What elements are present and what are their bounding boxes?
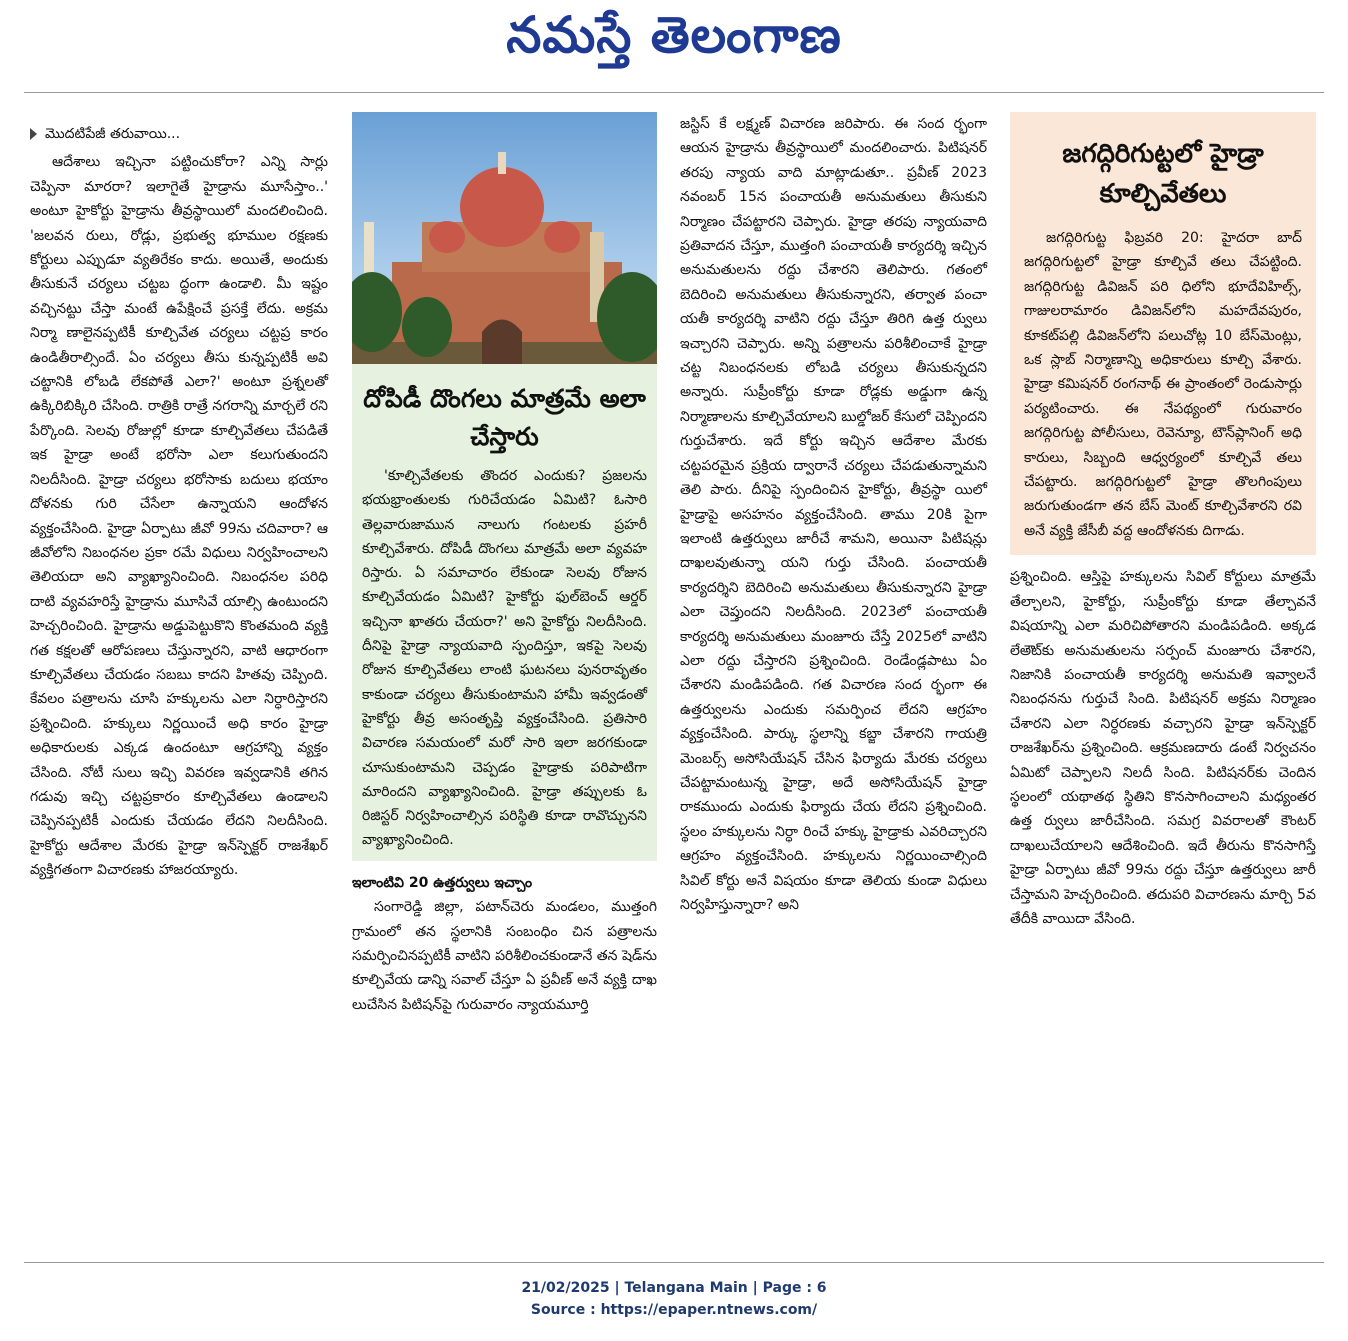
sidebar-box-green [352,364,657,861]
masthead [0,0,1348,80]
section-subhead: ఇలాంటివి 20 ఉత్తర్వులు ఇచ్చాం [352,874,533,891]
footer-source: Source : https://epaper.ntnews.com/ [530,1302,818,1318]
box-headline: జగద్గిరిగుట్టలో హైడ్రా కూల్చివేతలు [1062,139,1264,209]
top-divider [24,92,1324,93]
sidebar-box-pink [1010,112,1316,555]
newspaper-title: నమస్తే తెలంగాణ [506,6,842,64]
box-headline: దోపిడీ దొంగలు మాత్రమే అలా చేస్తారు [363,384,646,451]
article-paragraph: ఆదేశాలు ఇచ్చినా పట్టించుకోరా? ఎన్ని సార్లు చెప్పినా మారరా? ఇలాగైతే హైడ్రాను మూసేస్తాం..' అంటూ హైకోర్టు హైడ్రాను తీవ్రస్థాయిలో మందలించింది. 'జలవన రులు, రోడ్లు, ప్రభుత్వ భూముల రక్షణకు కోర్టులు ఎప్పుడూ వ్యతిరేకం కాదు. అయితే, అందుకు తీసుకునే చర్యలు చట్టబ ద్ధంగా ఉండాలి. మీ ఇష్టం వచ్చినట్టు చేస్తా మంటే ఉపేక్షించే ప్రసక్తే లేదు. అక్రమ నిర్మా ణాలైనప్పటికీ కూల్చివేత చర్యలు చట్టప్ర కారం ఉండితీరాల్సిందే. ఏం చర్యలు తీసు కున్నప్పటికీ అవి చట్టానికి లోబడి లేకపోతే ఎలా?' అంటూ ప్రశ్నలతో ఉక్కిరిబిక్కిరి చేసింది. రాత్రికి రాత్రే నగరాన్ని మార్చలే రని పేర్కొంది. సెలవు రోజుల్లో కూడా కూల్చివేతలు చేపడితే ఇక హైడ్రా అంటే భరోసా ఎలా కలుగుతుందని నిలదీసింది. హైడ్రా చర్యలు భరోసాకు బదులు భయాం దోళనకు గురి చేసేలా ఉన్నాయని ఆందోళన వ్యక్తంచేసింది. హైడ్రా ఏర్పాటు జీవో 99ను చదివారా? ఆ జీవోలోని నిబంధనల ప్రకా రమే విధులు నిర్వహించాలని తెలియదా అని వ్యాఖ్యానించింది. నిబంధనల పరిధి దాటి వ్యవహరిస్తే హైడ్రాను మూసివే యాల్సి ఉంటుందని హెచ్చరించింది. హైడ్రాను అడ్డుపెట్టుకొని కొంతమంది వ్యక్తి గత కక్షలతో ఆరోపణలు చేస్తున్నారని, వాటి ఆధారంగా కూల్చివేతలు చేయడం సబబు కాదని హితవు చెప్పింది. కేవలం పత్రాలను చూసి హక్కులను ఎలా నిర్ధారిస్తారని ప్రశ్నించింది. హక్కులు నిర్ణయించే అధి కారం హైడ్రా అధికారులకు ఎక్కడ ఉందంటూ ఆగ్రహాన్ని వ్యక్తం చేసింది. నోటీ సులు ఇచ్చి వివరణ ఇవ్వడానికి తగిన గడువు ఇచ్చి చట్టప్రకారం కూల్చివేతలు ఉండాలని చెప్పినప్పటికీ ఎందుకు చేయడం లేదని నిలదీసింది. హైకోర్టు ఆదేశాల మేరకు హైడ్రా ఇన్‌స్పెక్టర్ రాజశేఖర్ వ్యక్తిగతంగా విచారణకు హాజరయ్యారు. [30,154,328,879]
box-paragraph: జగద్గిరిగుట్ట ఫిబ్రవరి 20: హైదరా బాద్ జగద్గిరిగుట్టలో హైడ్రా కూల్చివే తలు చేపట్టింది. జగద్గిరిగుట్ట డివిజన్ పరి ధిలోని భూదేవిహిల్స్, గాజులరామారం డివిజన్‌లోని మహదేవపురం, కూకట్‌పల్లి డివిజన్‌లోని పలుచోట్ల 10 బేస్‌మెంట్లు, ఒక స్లాబ్ నిర్మాణాన్ని అధికారులు కూల్చి వేశారు. హైడ్రా కమిషనర్ రంగనాథ్ ఈ ప్రాంతంలో రెండుసార్లు పర్యటించారు. ఈ నేపథ్యంలో గురువారం జగద్గిరిగుట్ట పోలీసులు, రెవెన్యూ, టౌన్‌ప్లానింగ్ అధి కారులు, సిబ్బంది ఆధ్వర్యంలో కూల్చివే తలు చేపట్టారు. జగద్గిరిగుట్టలో హైడ్రా తొలగింపులు జరుగుతుండగా తన బేస్ మెంట్ కూల్చివేశారని రవి అనే వ్యక్తి జేసీబీ వద్ద ఆందోళనకు దిగాడు. [1024,230,1302,539]
high-court-photo [352,112,657,364]
article-paragraph: ప్రశ్నించింది. ఆస్తిపై హక్కులను సివిల్ కోర్టులు మాత్రమే తేల్చాలని, హైకోర్టు, సుప్రీంకోర్టు కూడా తేల్చావనే విషయాన్ని ఎలా మరిచిపోతారని మండిపడింది. అక్కడ లేఅౌట్‌కు అనుమతులను సర్పంచ్ మంజూరు చేశారని, నిజానికి పంచాయతీ కార్యదర్శి అనుమతి ఇవ్వాలనే నిబంధనను గుర్తుచే సింది. పిటిషనర్ అక్రమ నిర్మాణం చేశారని ఎలా నిర్ధరణకు వచ్చారని హైడ్రా ఇన్‌స్పెక్టర్ రాజశేఖర్‌ను ప్రశ్నించింది. ఆక్రమణదారు డంటే నిర్వచనం ఏమిటో చెప్పాలని నిలదీ సింది. పిటిషనర్‌కు చెందిన స్థలంలో యథాతథ స్థితిని కొనసాగించాలని మధ్యంతర ఉత్త ర్వులు జారీచేసింది. సమగ్ర వివరాలతో కౌంటర్ దాఖలుచేయాలని ఆదేశించింది. ఇదే తీరును కొనసాగిస్తే హైడ్రా ఏర్పాటు జీవో 99ను రద్దు చేస్తూ ఉత్తర్వులు జారీ చేస్తామని హెచ్చరించింది. తదుపరి విచారణను మార్చి 5వ తేదీకి వాయిదా వేసింది. [1010,569,1316,927]
continued-label [30,122,328,146]
column-2 [352,112,657,1017]
article-paragraph: సంగారెడ్డి జిల్లా, పటాన్‌చెరు మండలం, ముత్తంగి గ్రామంలో తన స్థలానికి సంబంధిం చిన పత్రాలను సమర్పించినప్పటికీ వాటిని పరిశీలించకుండానే తన షెడ్‌ను కూల్చివేయ డాన్ని సవాల్ చేస్తూ ఏ ప్రవీణ్ అనే వ్యక్తి దాఖ లుచేసిన పిటిషన్‌పై గురువారం న్యాయమూర్తి [352,899,657,1013]
footer-divider [24,1262,1324,1263]
box-paragraph: 'కూల్చివేతలకు తొందర ఎందుకు? ప్రజలను భయభ్రాంతులకు గురిచేయడం ఏమిటి? ఓసారి తెల్లవారుజామున నాలుగు గంటలకు ప్రహరీ కూల్చివేశారు. దోపిడీ దొంగలు మాత్రమే అలా వ్యవహ రిస్తారు. ఏ సమాచారం లేకుండా సెలవు రోజున కూల్చివేయడం ఏమిటి? హైకోర్టు ఫుల్‌బెంచ్ ఆర్డర్ ఇచ్చినా ఖాతరు చేయరా?' అని హైకోర్టు నిలదీసింది. దీనిపై హైడ్రా న్యాయవాది స్పందిస్తూ, ఇకపై సెలవు రోజున కూల్చివేతలు లాంటి ఘటనలు పునరావృతం కాకుండా చర్యలు తీసుకుంటామని హామీ ఇవ్వడంతో హైకోర్టు తీవ్ర అసంతృప్తి వ్యక్తంచేసింది. ప్రతిసారి విచారణ సమయంలో మరో సారి ఇలా జరగకుండా చూసుకుంటామని చెప్పడం హైడ్రాకు పరిపాటిగా మారిందని వ్యాఖ్యానించింది. హైడ్రా తప్పులకు ఓ రిజిస్టర్ నిర్వహించాల్సిన పరిస్థితి కూడా రావొచ్చునని వ్యాఖ్యానించింది. [362,468,647,849]
footer-date-page: 21/02/2025 | Telangana Main | Page : 6 [521,1280,827,1296]
column-3 [680,112,987,917]
high-court-building-illustration [352,112,657,364]
article-paragraph: జస్టిస్ కే లక్ష్మణ్ విచారణ జరిపారు. ఈ సంద ర్భంగా ఆయన హైడ్రాను తీవ్రస్థాయిలో మందలించారు. పిటిషనర్ తరపు న్యాయ వాది మాట్లాడుతూ.. ప్రవీణ్ 2023 నవంబర్ 15న పంచాయతీ అనుమతులు తీసుకుని నిర్మాణం చేపట్టారని చెప్పారు. హైడ్రా తరపు న్యాయవాది ప్రతివాదన చేస్తూ, ముత్తంగి పంచాయతీ కార్యదర్శి ఇచ్చిన అనుమతులను రద్దు చేశారని తెలిపారు. గతంలో బెదిరించి అనుమతులు తీసుకున్నారని, తర్వాత పంచా యతీ కార్యదర్శి వాటిని రద్దు చేస్తూ తిరిగి ఉత్త ర్వులు ఇచ్చారని చెప్పారు. అన్ని పత్రాలను పరిశీలించాకే హైడ్రా చట్ట నిబంధనలకు లోబడి చర్యలు తీసుకున్నదని అన్నారు. సుప్రీంకోర్టు కూడా రోడ్లకు అడ్డుగా ఉన్న నిర్మాణాలను కూల్చివేయాలని బుల్డోజర్ కేసులో చెప్పిందని గుర్తుచేశారు. ఇదే కోర్టు ఇచ్చిన ఆదేశాల మేరకు చట్టపరమైన ప్రక్రియ ద్వారానే చర్యలు చేపడుతున్నామని తెలి పారు. దీనిపై స్పందించిన హైకోర్టు, తీవ్రస్థా యిలో హైడ్రాపై అసహనం వ్యక్తంచేసింది. తాము 20కి పైగా ఇలాంటి ఉత్తర్వులు జారీచే శామని, అయినా పిటిషన్లు దాఖలవుతున్నా యని గుర్తు చేసింది. పంచాయతీ కార్యదర్శిని బెదిరించి అనుమతులు తీసుకున్నారని హైడ్రా ఎలా చెప్తుందని నిలదీసింది. 2023లో పంచాయతీ కార్యదర్శి అనుమతులు మంజూరు చేస్తే 2025లో వాటిని ఎలా రద్దు చేస్తారని ప్రశ్నించింది. రెండేండ్లపాటు ఏం చేశారని మండిపడింది. గత విచారణ సంద ర్భంగా ఈ ఉత్తర్వులను ఎందుకు సమర్పించ లేదని ఆగ్రహం వ్యక్తంచేసింది. పార్కు స్థలాన్ని కబ్జా చేశారని గాయత్రి మెంబర్స్ అసోసియేషన్ చేసిన ఫిర్యాదు మేరకు చర్యలు చేపట్టామంటున్న హైడ్రా, అదే అసోసియేషన్ హైడ్రా రాకముందు ఎందుకు ఫిర్యాదు చేయ లేదని ప్రశ్నించింది. స్థలం హక్కులను నిర్ధా రించే హక్కు హైడ్రాకు ఎవరిచ్చారని ఆగ్రహం వ్యక్తంచేసింది. హక్కులను నిర్ణయించాల్సింది సివిల్ కోర్టు అనే విషయం కూడా తెలియ కుండా విధులు నిర్వహిస్తున్నారా? అని [680,116,987,913]
column-4 [1010,112,1316,931]
continued-text: మొదటిపేజీ తరువాయి... [45,126,181,142]
chevron-right-icon [30,128,37,140]
column-1 [30,122,328,883]
